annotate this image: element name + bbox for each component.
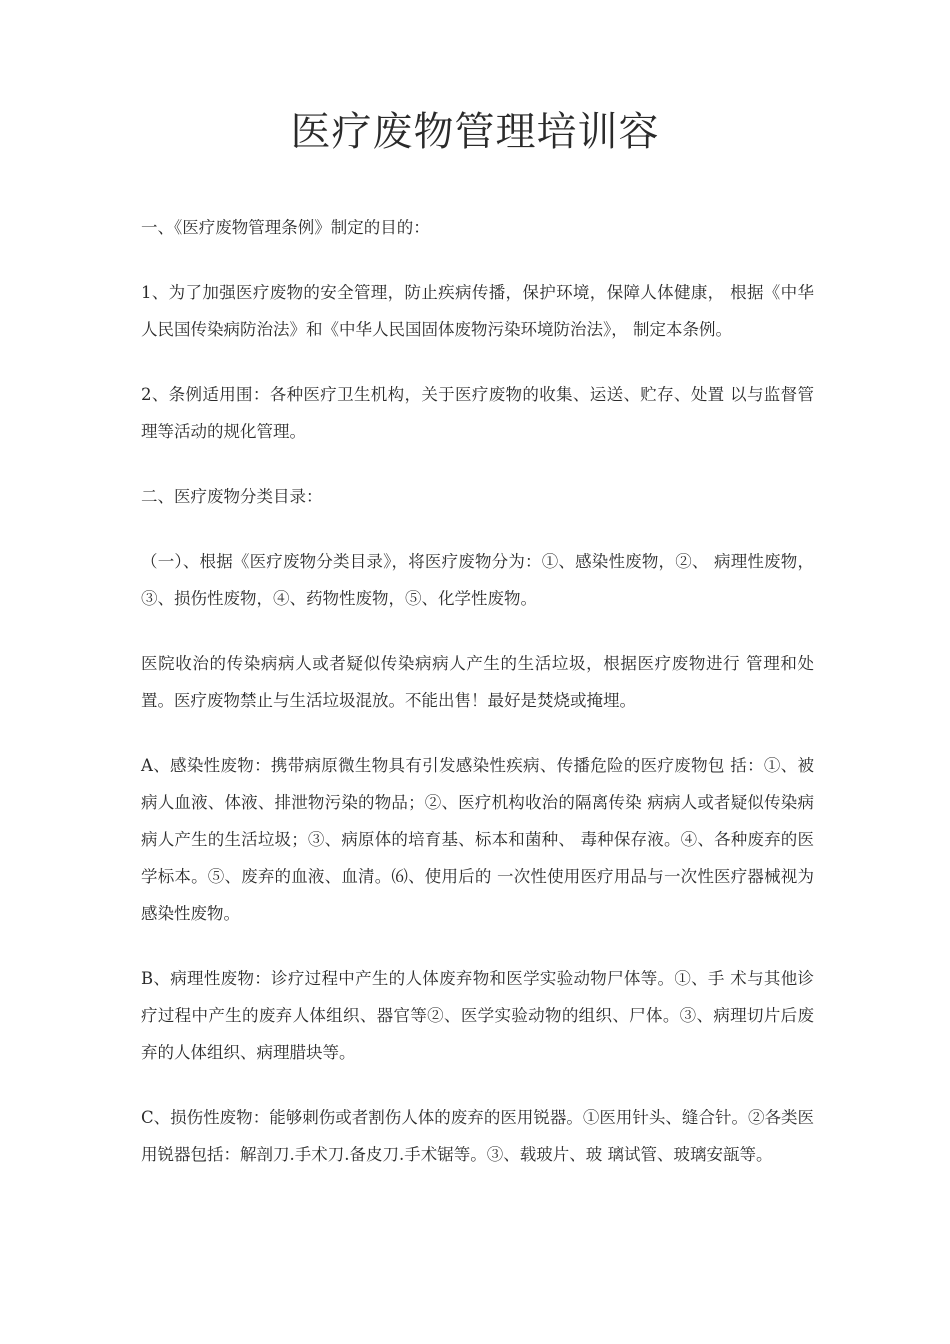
paragraph: 二、医疗废物分类目录： xyxy=(141,487,323,506)
paragraph: 2、条例适用围：各种医疗卫生机构，关于医疗废物的收集、运送、贮存、处置 以与监督管理等活动的规化管理。 xyxy=(141,385,814,441)
paragraph: A、感染性废物：携带病原微生物具有引发感染性疾病、传播危险的医疗废物包 括：①、被病人血液、体液、排泄物污染的物品；②、医疗机构收治的隔离传染 病病人或者疑似传染病病人产生的生活垃圾；③、病原体的培育基、标本和菌种、 毒种保存液。④、各种废弃的医学标本。⑤、废弃的血液、血清。⑹、使用后的 一次性使用医疗用品与一次性医疗器械视为感染性废物。 xyxy=(141,756,814,923)
paragraph: （一）、根据《医疗废物分类目录》，将医疗废物分为：①、感染性废物，②、 病理性废物，③、损伤性废物，④、药物性废物，⑤、化学性废物。 xyxy=(141,552,814,608)
document-body xyxy=(141,209,814,1201)
document-title: 医疗废物管理培训容 xyxy=(290,109,660,155)
paragraph: B、病理性废物：诊疗过程中产生的人体废弃物和医学实验动物尸体等。①、手 术与其他诊疗过程中产生的废弃人体组织、器官等②、医学实验动物的组织、尸体。③、病理切片后废弃的人体组织、病理腊块等。 xyxy=(141,969,814,1062)
paragraph: C、损伤性废物：能够刺伤或者割伤人体的废弃的医用锐器。①医用针头、缝合针。②各类医用锐器包括：解剖刀.手术刀.备皮刀.手术锯等。③、载玻片、玻 璃试管、玻璃安瓿等。 xyxy=(141,1108,814,1164)
paragraph: 医院收治的传染病病人或者疑似传染病病人产生的生活垃圾，根据医疗废物进行 管理和处置。医疗废物禁止与生活垃圾混放。不能出售！最好是焚烧或掩埋。 xyxy=(141,654,814,710)
paragraph: 一、《医疗废物管理条例》制定的目的： xyxy=(141,218,430,237)
paragraph: 1、为了加强医疗废物的安全管理，防止疾病传播，保护环境，保障人体健康， 根据《中华人民国传染病防治法》和《中华人民国固体废物污染环境防治法》， 制定本条例。 xyxy=(141,283,814,339)
